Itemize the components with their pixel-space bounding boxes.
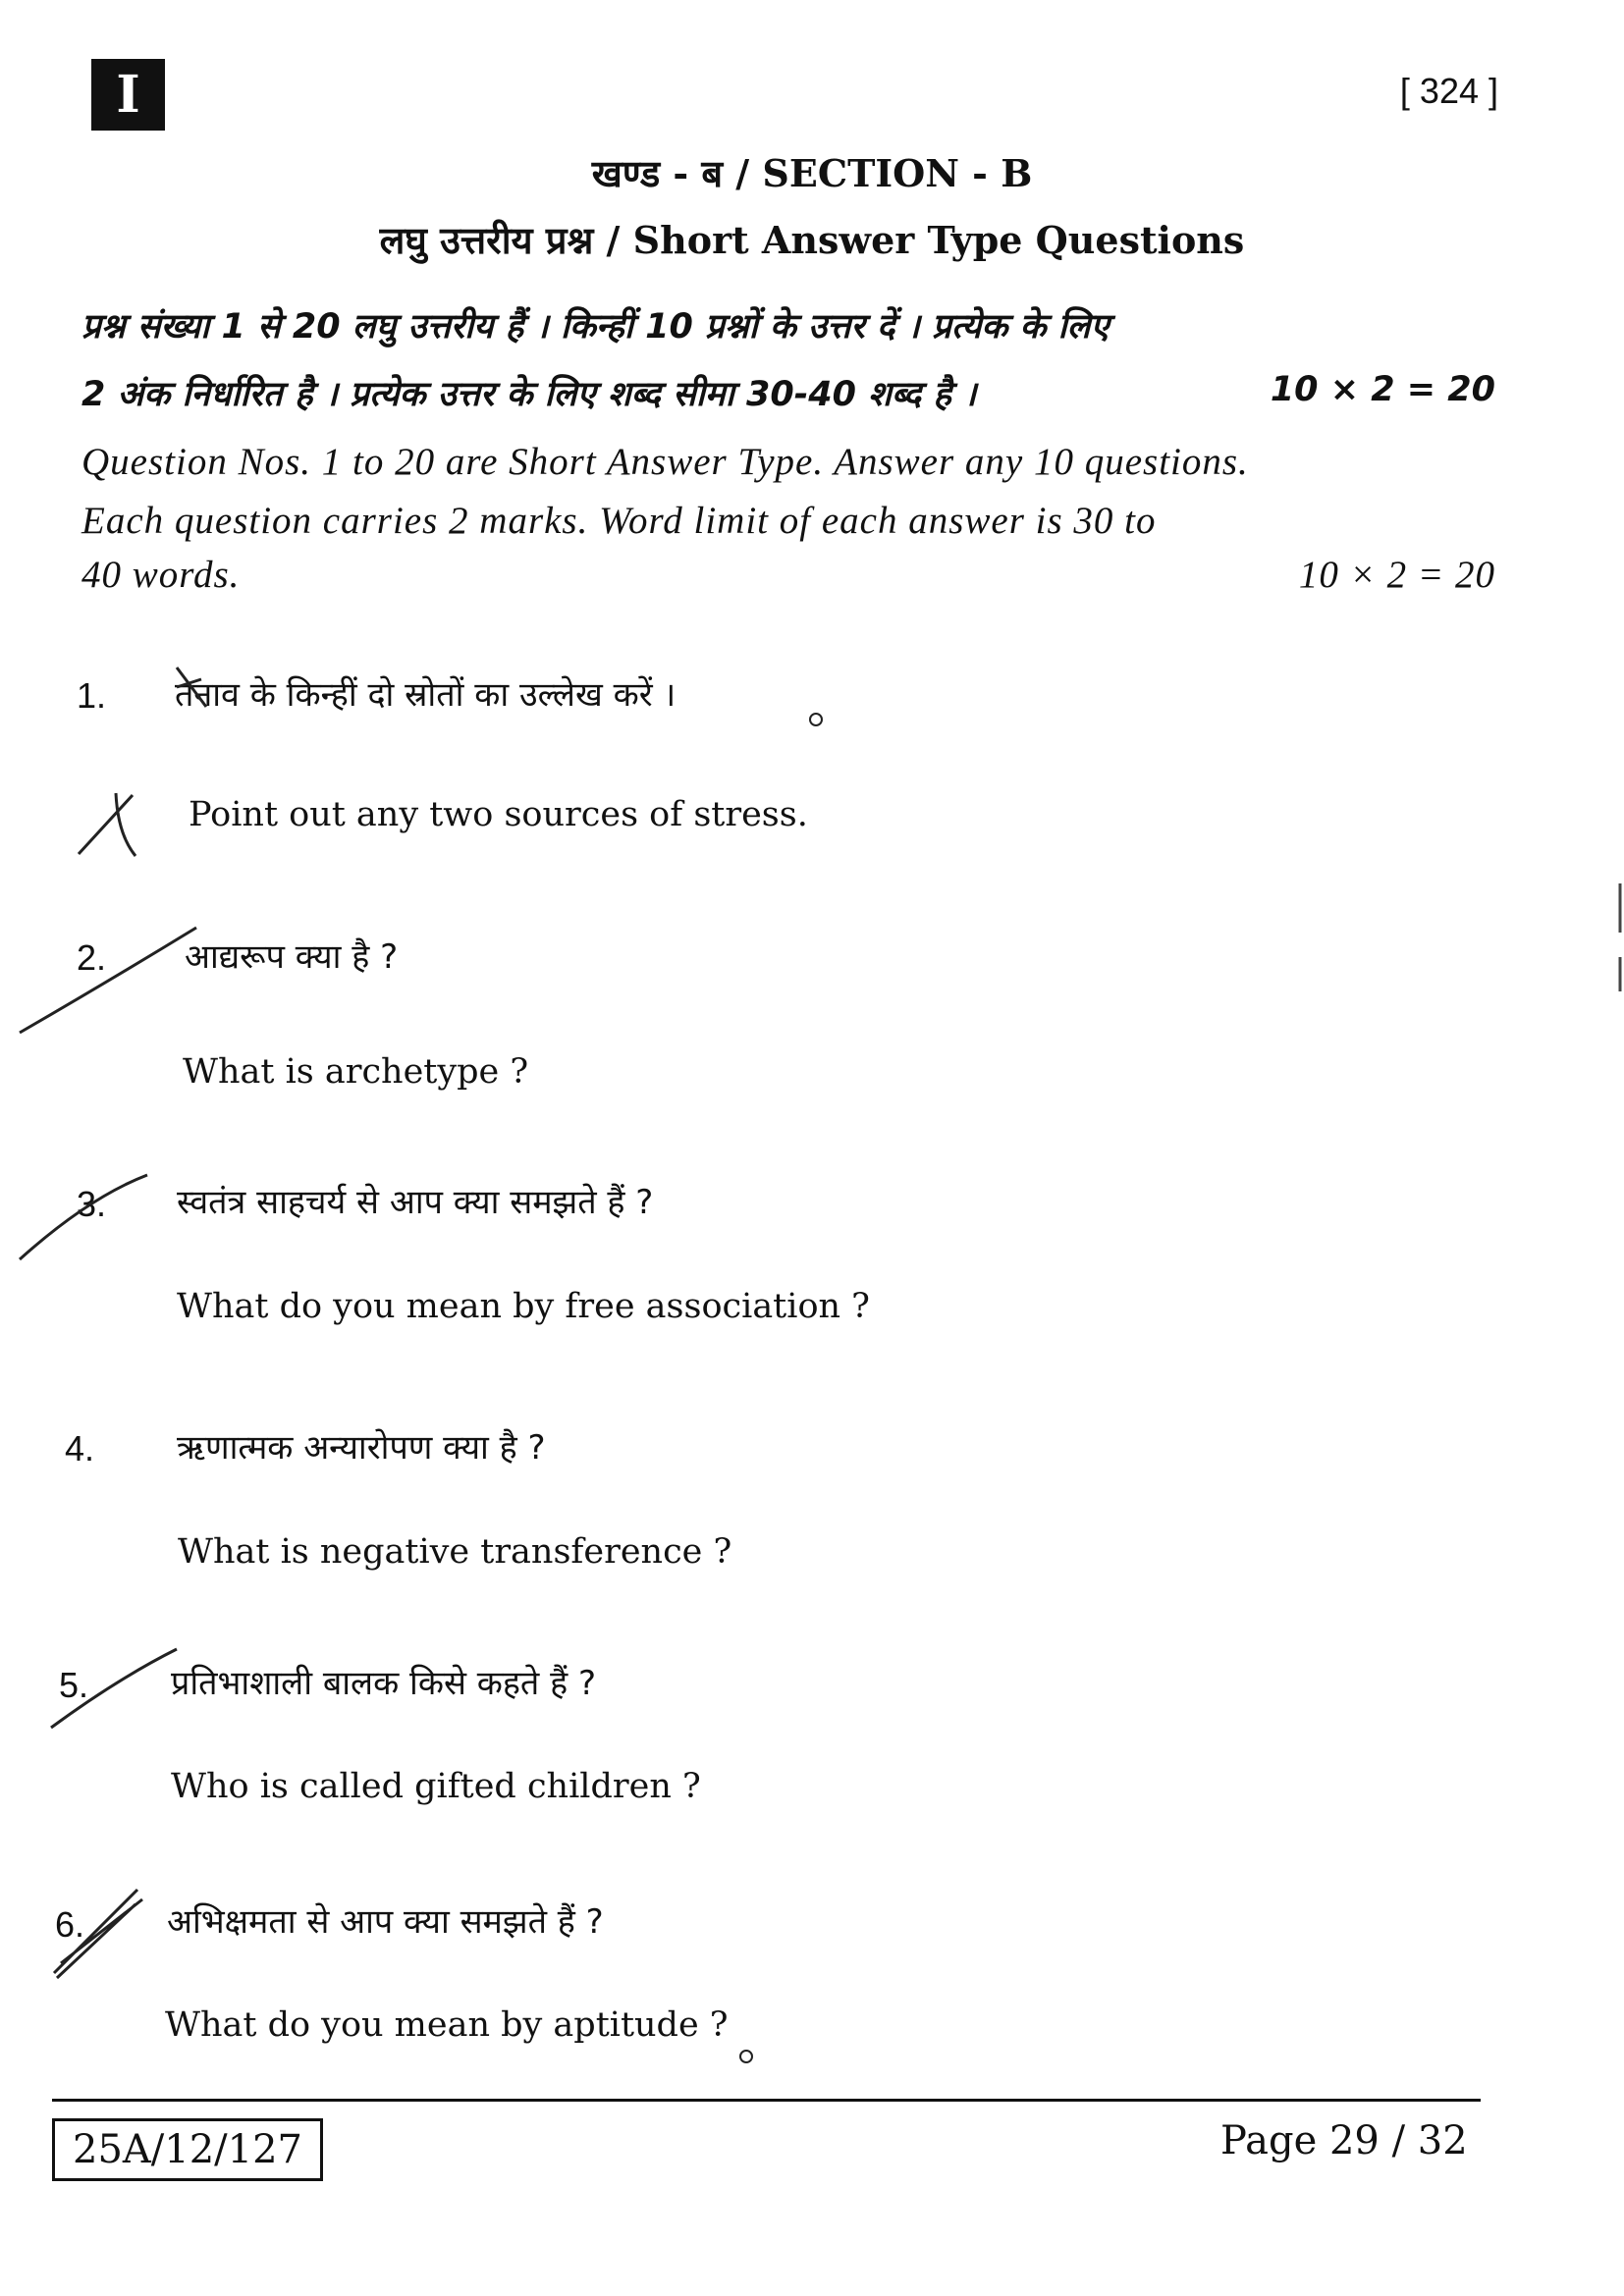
question-number: 5. <box>59 1665 89 1705</box>
subject-code: [ 324 ] <box>1399 71 1498 111</box>
question-number: 1. <box>77 675 107 716</box>
question-hindi: आद्यरूप क्या है ? <box>185 937 399 977</box>
instruction-english-line3: 40 words. <box>81 554 241 596</box>
page-number: Page 29 / 32 <box>1220 2118 1468 2163</box>
instruction-english-line2: Each question carries 2 marks. Word limit of each answer is 30 to <box>81 500 1157 542</box>
section-title: खण्ड - ब / SECTION - B <box>591 151 1033 195</box>
instruction-hindi-line2: 2 अंक निर्धारित है । प्रत्येक उत्तर के लिए शब्द सीमा 30-40 शब्द है । <box>81 375 977 414</box>
question-english: What is archetype ? <box>183 1052 529 1092</box>
question-number: 4. <box>65 1428 95 1468</box>
instruction-english-marks: 10 × 2 = 20 <box>1298 554 1495 596</box>
instruction-hindi-line1: प्रश्न संख्या 1 से 20 लघु उत्तरीय हैं । किन्हीं 10 प्रश्नों के उत्तर दें । प्रत्येक के लिए <box>81 307 1110 347</box>
paper-code: 25A/12/127 <box>52 2118 323 2181</box>
question-english: What do you mean by aptitude ? <box>165 2005 729 2045</box>
question-number: 6. <box>55 1904 85 1945</box>
question-hindi: अभिक्षमता से आप क्या समझते हैं ? <box>167 1902 604 1942</box>
question-number: 3. <box>77 1184 107 1224</box>
question-english: Who is called gifted children ? <box>171 1767 701 1806</box>
question-hindi: तनाव के किन्हीं दो स्रोतों का उल्लेख करें । <box>175 675 677 715</box>
instruction-hindi-marks: 10 × 2 = 20 <box>1270 370 1495 409</box>
question-english: What do you mean by free association ? <box>177 1287 870 1326</box>
question-hindi: प्रतिभाशाली बालक किसे कहते हैं ? <box>171 1664 596 1703</box>
set-label: I <box>91 59 165 131</box>
footer-rule <box>52 2099 1481 2102</box>
section-subtitle: लघु उत्तरीय प्रश्न / Short Answer Type Questions <box>379 218 1245 262</box>
question-hindi: स्वतंत्र साहचर्य से आप क्या समझते हैं ? <box>177 1183 654 1222</box>
question-hindi: ऋणात्मक अन्यारोपण क्या है ? <box>177 1428 546 1468</box>
question-english: What is negative transference ? <box>178 1532 732 1572</box>
instruction-english-line1: Question Nos. 1 to 20 are Short Answer Type. Answer any 10 questions. <box>81 441 1249 483</box>
question-english: Point out any two sources of stress. <box>189 795 808 834</box>
question-number: 2. <box>77 937 107 978</box>
